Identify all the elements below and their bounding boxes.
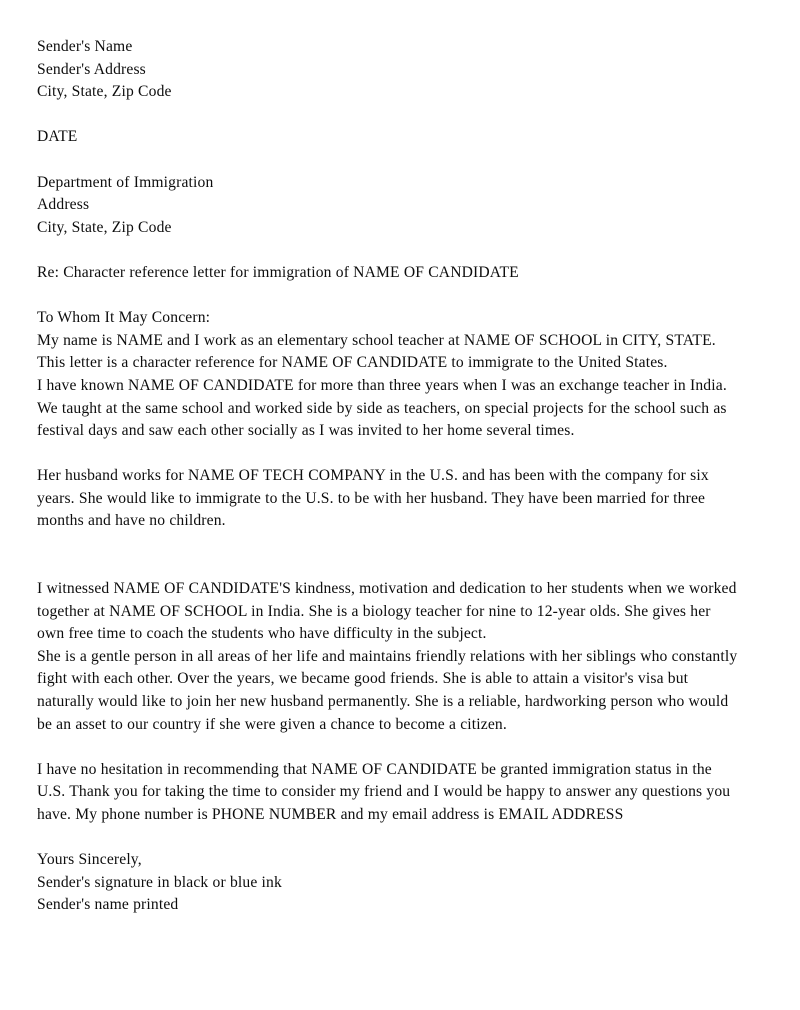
salutation-and-opening-block <box>37 307 742 443</box>
sender-city-state-zip-line: City, State, Zip Code <box>37 83 172 101</box>
body-paragraph-3-block <box>37 465 742 533</box>
date-line: DATE <box>37 128 78 146</box>
body-paragraph-6: I have no hesitation in recommending that NAME OF CANDIDATE be granted immigration status in the U.S. Thank you for taking the time to consider my friend and I would be happy to answer any questions you have. My phone number is PHONE NUMBER and my email address is EMAIL ADDRESS <box>37 760 731 823</box>
recipient-address-line: Address <box>37 196 90 214</box>
recipient-organization-line: Department of Immigration <box>37 173 214 191</box>
recipient-address-block <box>37 172 742 240</box>
salutation-line: To Whom It May Concern: <box>37 309 211 327</box>
date-block <box>37 126 742 149</box>
subject-line <box>37 262 742 285</box>
letter-body <box>37 36 742 917</box>
body-paragraph-6-block <box>37 759 742 827</box>
sender-address-line: Sender's Address <box>37 60 146 78</box>
body-paragraph-1: My name is NAME and I work as an elementary school teacher at NAME OF SCHOOL in CITY, STATE. This letter is a character reference for NAME OF CANDIDATE to immigrate to the United States. <box>37 331 716 372</box>
body-paragraph-3: Her husband works for NAME OF TECH COMPANY in the U.S. and has been with the company for six years. She would like to immigrate to the U.S. to be with her husband. They have been married for three months and have no children. <box>37 467 709 530</box>
sender-name-line: Sender's Name <box>37 38 133 55</box>
printed-name-line: Sender's name printed <box>37 896 179 914</box>
sender-address-block <box>37 36 742 104</box>
sign-off-line: Yours Sincerely, <box>37 851 142 869</box>
closing-block <box>37 849 742 917</box>
body-paragraph-5: She is a gentle person in all areas of her life and maintains friendly relations with her siblings who constantly fight with each other. Over the years, we became good friends. She is able to attain a visitor's visa but naturally would like to join her new husband permanently. She is a reliable, hardworking person who would be an asset to our country if she were given a chance to become a citizen. <box>37 647 738 733</box>
body-paragraph-4: I witnessed NAME OF CANDIDATE'S kindness, motivation and dedication to her students when we worked together at NAME OF SCHOOL in India. She is a biology teacher for nine to 12-year olds. She gives her own free time to coach the students who have difficulty in the subject. <box>37 580 737 643</box>
recipient-city-state-zip-line: City, State, Zip Code <box>37 218 172 236</box>
body-paragraph-2: I have known NAME OF CANDIDATE for more than three years when I was an exchange teacher in India. We taught at the same school and worked side by side as teachers, on special projects for the school such as festival days and saw each other socially as I was invited to her home several times. <box>37 376 727 440</box>
body-paragraph-4-block <box>37 578 742 736</box>
signature-instruction-line: Sender's signature in black or blue ink <box>37 873 282 891</box>
subject-line-text: Re: Character reference letter for immigration of NAME OF CANDIDATE <box>37 263 519 281</box>
